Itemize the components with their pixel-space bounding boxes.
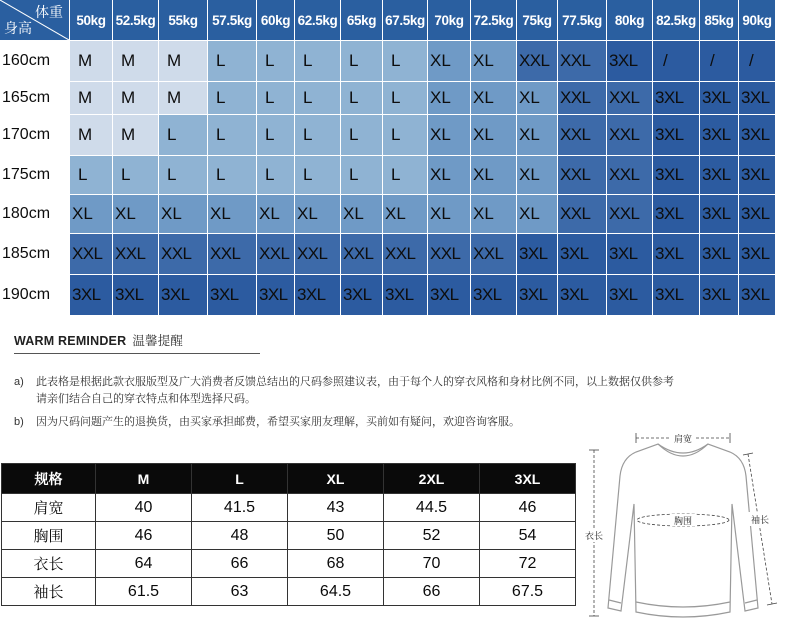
size-cell: /: [700, 41, 738, 81]
size-cell: 3XL: [517, 275, 557, 315]
weight-header: 57.5kg: [208, 0, 256, 40]
measurement-row-label: 肩宽: [2, 494, 96, 522]
size-cell: L: [159, 115, 207, 155]
chest-label: 胸围: [673, 517, 693, 527]
note-a-line1: 此表格是根据此款衣服版型及广大消费者反馈总结出的尺码参照建议表，由于每个人的穿衣风格和身材比例不同，以上数据仅供参考: [36, 376, 674, 388]
size-cell: 3XL: [208, 275, 256, 315]
size-cell: XXL: [607, 156, 652, 194]
measurement-row-label: 衣长: [2, 550, 96, 578]
size-cell: 3XL: [558, 234, 606, 274]
size-cell: XXL: [558, 115, 606, 155]
measurement-header-size: 3XL: [480, 464, 576, 494]
size-cell: XL: [295, 195, 340, 233]
measurement-cell: 43: [288, 494, 384, 522]
weight-header: 72.5kg: [471, 0, 516, 40]
size-cell: XL: [517, 156, 557, 194]
size-cell: XL: [517, 82, 557, 114]
size-cell: L: [383, 115, 427, 155]
size-cell: XXL: [558, 195, 606, 233]
measurement-cell: 68: [288, 550, 384, 578]
size-cell: XXL: [208, 234, 256, 274]
warm-reminder-divider: [14, 353, 260, 354]
size-cell: 3XL: [113, 275, 158, 315]
size-cell: XL: [383, 195, 427, 233]
measurement-row-label: 袖长: [2, 578, 96, 606]
size-cell: /: [653, 41, 699, 81]
size-cell: 3XL: [517, 234, 557, 274]
size-cell: 3XL: [700, 82, 738, 114]
size-cell: L: [113, 156, 158, 194]
size-cell: L: [295, 41, 340, 81]
size-cell: L: [70, 156, 112, 194]
size-cell: 3XL: [739, 115, 775, 155]
weight-header: 50kg: [70, 0, 112, 40]
weight-header: 77.5kg: [558, 0, 606, 40]
size-cell: XL: [471, 82, 516, 114]
measurement-table: [1, 463, 576, 606]
size-cell: L: [341, 115, 382, 155]
table-row: [2, 550, 576, 578]
size-cell: 3XL: [653, 275, 699, 315]
size-cell: M: [113, 82, 158, 114]
height-label: 170cm: [0, 115, 69, 155]
size-cell: XL: [471, 156, 516, 194]
size-cell: 3XL: [159, 275, 207, 315]
size-cell: XXL: [607, 82, 652, 114]
measurement-cell: 61.5: [96, 578, 192, 606]
sleeve-label: 袖长: [750, 516, 770, 526]
size-cell: L: [341, 82, 382, 114]
size-cell: 3XL: [341, 275, 382, 315]
sweater-diagram: [580, 432, 786, 628]
weight-header: 70kg: [428, 0, 470, 40]
measurement-cell: 72: [480, 550, 576, 578]
weight-header: 80kg: [607, 0, 652, 40]
note-a-line2: 请亲们结合自己的穿衣特点和体型选择尺码。: [36, 393, 256, 405]
measurement-header-row: [2, 464, 576, 494]
size-cell: 3XL: [558, 275, 606, 315]
sweater-outline-icon: [608, 444, 758, 617]
height-label: 175cm: [0, 156, 69, 194]
size-cell: XL: [517, 195, 557, 233]
size-cell: L: [208, 115, 256, 155]
note-b-marker: b): [14, 416, 24, 428]
size-cell: 3XL: [653, 115, 699, 155]
size-cell: L: [257, 41, 294, 81]
measurement-header-size: L: [192, 464, 288, 494]
size-cell: 3XL: [653, 195, 699, 233]
size-cell: XL: [208, 195, 256, 233]
size-cell: 3XL: [739, 82, 775, 114]
size-cell: XL: [428, 195, 470, 233]
size-cell: /: [739, 41, 775, 81]
size-chart-corner: [0, 0, 69, 40]
size-cell: XXL: [295, 234, 340, 274]
size-cell: 3XL: [607, 234, 652, 274]
size-cell: XL: [428, 82, 470, 114]
size-cell: L: [208, 41, 256, 81]
size-cell: XL: [70, 195, 112, 233]
size-cell: 3XL: [700, 234, 738, 274]
measurement-cell: 52: [384, 522, 480, 550]
size-cell: L: [208, 82, 256, 114]
size-cell: 3XL: [295, 275, 340, 315]
table-row: [2, 522, 576, 550]
size-cell: M: [159, 82, 207, 114]
weight-header: 65kg: [341, 0, 382, 40]
warm-reminder-title-zh: 温馨提醒: [132, 334, 184, 348]
size-cell: XXL: [159, 234, 207, 274]
size-cell: 3XL: [383, 275, 427, 315]
size-cell: L: [257, 115, 294, 155]
weight-header: 62.5kg: [295, 0, 340, 40]
size-cell: L: [295, 82, 340, 114]
size-cell: 3XL: [653, 82, 699, 114]
weight-header: 60kg: [257, 0, 294, 40]
size-cell: XXL: [517, 41, 557, 81]
measurement-cell: 70: [384, 550, 480, 578]
size-cell: XXL: [383, 234, 427, 274]
size-cell: L: [257, 82, 294, 114]
size-cell: L: [295, 115, 340, 155]
weight-header: 90kg: [739, 0, 775, 40]
corner-weight-label: 体重: [35, 4, 63, 20]
measurement-cell: 64: [96, 550, 192, 578]
size-cell: M: [113, 41, 158, 81]
size-cell: XL: [471, 195, 516, 233]
measurement-cell: 46: [96, 522, 192, 550]
size-cell: L: [295, 156, 340, 194]
measurement-cell: 66: [192, 550, 288, 578]
note-b-text: 因为尺码问题产生的退换货，由买家承担邮费，希望买家朋友理解，买前如有疑问，欢迎咨询客服。: [36, 416, 520, 428]
size-cell: M: [70, 82, 112, 114]
height-label: 180cm: [0, 195, 69, 233]
size-cell: XL: [428, 41, 470, 81]
size-cell: XL: [341, 195, 382, 233]
shoulder-label: 肩宽: [673, 435, 693, 445]
size-cell: M: [70, 115, 112, 155]
size-cell: XL: [428, 156, 470, 194]
size-cell: M: [113, 115, 158, 155]
measurement-cell: 44.5: [384, 494, 480, 522]
measurement-cell: 50: [288, 522, 384, 550]
height-label: 160cm: [0, 41, 69, 81]
size-cell: 3XL: [257, 275, 294, 315]
note-a: [14, 374, 674, 408]
measurement-cell: 66: [384, 578, 480, 606]
sleeve-measure: [743, 453, 777, 605]
note-b: [14, 414, 520, 431]
weight-header: 82.5kg: [653, 0, 699, 40]
size-cell: XL: [257, 195, 294, 233]
size-cell: XL: [517, 115, 557, 155]
measurement-header-size: 2XL: [384, 464, 480, 494]
measurement-cell: 46: [480, 494, 576, 522]
size-cell: 3XL: [700, 275, 738, 315]
weight-header: 75kg: [517, 0, 557, 40]
size-cell: L: [341, 41, 382, 81]
weight-header: 67.5kg: [383, 0, 427, 40]
size-cell: XXL: [471, 234, 516, 274]
size-cell: XXL: [607, 115, 652, 155]
table-row: [2, 578, 576, 606]
measurement-cell: 63: [192, 578, 288, 606]
size-cell: XL: [113, 195, 158, 233]
size-cell: L: [159, 156, 207, 194]
size-cell: XXL: [558, 156, 606, 194]
size-cell: XL: [471, 41, 516, 81]
measurement-header-size: M: [96, 464, 192, 494]
measurement-cell: 67.5: [480, 578, 576, 606]
size-cell: XXL: [428, 234, 470, 274]
size-cell: L: [383, 41, 427, 81]
length-label: 衣长: [584, 532, 604, 542]
size-cell: 3XL: [653, 156, 699, 194]
size-cell: XXL: [558, 41, 606, 81]
size-cell: 3XL: [700, 195, 738, 233]
note-a-marker: a): [14, 376, 24, 388]
size-cell: XXL: [558, 82, 606, 114]
size-cell: L: [383, 82, 427, 114]
size-cell: XL: [428, 115, 470, 155]
measurement-header-size: XL: [288, 464, 384, 494]
size-cell: XXL: [257, 234, 294, 274]
size-cell: XL: [159, 195, 207, 233]
size-cell: L: [341, 156, 382, 194]
size-cell: M: [70, 41, 112, 81]
size-cell: XL: [471, 115, 516, 155]
size-cell: M: [159, 41, 207, 81]
size-cell: L: [383, 156, 427, 194]
size-cell: 3XL: [471, 275, 516, 315]
size-cell: 3XL: [428, 275, 470, 315]
size-cell: L: [257, 156, 294, 194]
corner-height-label: 身高: [4, 20, 32, 36]
measurement-cell: 41.5: [192, 494, 288, 522]
measurement-cell: 40: [96, 494, 192, 522]
weight-header: 85kg: [700, 0, 738, 40]
size-cell: 3XL: [607, 275, 652, 315]
measurement-cell: 54: [480, 522, 576, 550]
size-cell: 3XL: [70, 275, 112, 315]
size-cell: 3XL: [739, 195, 775, 233]
size-cell: 3XL: [653, 234, 699, 274]
warm-reminder-title-en: WARM REMINDER: [14, 334, 127, 348]
measurement-cell: 64.5: [288, 578, 384, 606]
size-cell: XXL: [341, 234, 382, 274]
size-cell: 3XL: [739, 275, 775, 315]
size-cell: XXL: [607, 195, 652, 233]
size-cell: 3XL: [607, 41, 652, 81]
warm-reminder-title: [14, 331, 183, 349]
size-cell: 3XL: [700, 156, 738, 194]
size-cell: 3XL: [700, 115, 738, 155]
measurement-row-label: 胸围: [2, 522, 96, 550]
height-label: 185cm: [0, 234, 69, 274]
height-label: 190cm: [0, 275, 69, 315]
size-cell: 3XL: [739, 156, 775, 194]
size-cell: XXL: [70, 234, 112, 274]
table-row: [2, 494, 576, 522]
measurement-cell: 48: [192, 522, 288, 550]
weight-header: 52.5kg: [113, 0, 158, 40]
size-cell: L: [208, 156, 256, 194]
weight-header: 55kg: [159, 0, 207, 40]
height-label: 165cm: [0, 82, 69, 114]
size-cell: XXL: [113, 234, 158, 274]
size-cell: 3XL: [739, 234, 775, 274]
measurement-header-label: 规格: [2, 464, 96, 494]
